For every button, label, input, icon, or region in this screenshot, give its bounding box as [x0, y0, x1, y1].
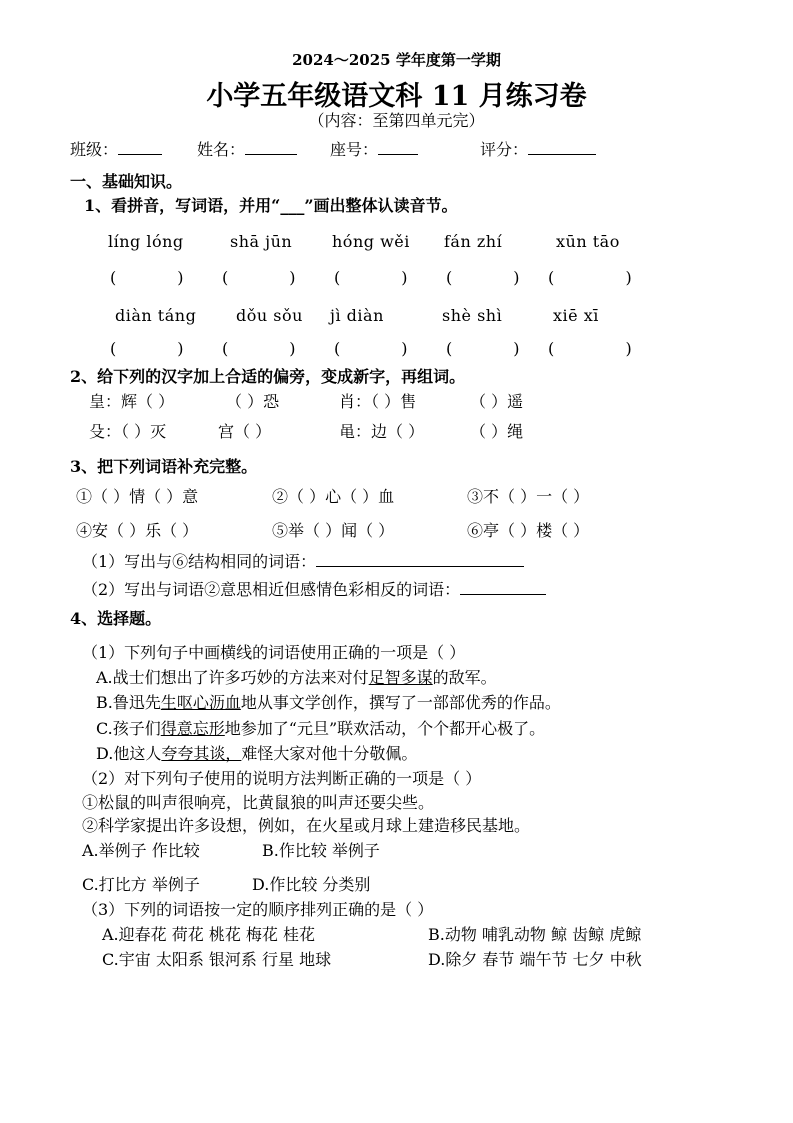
option-text: D.他这人: [96, 744, 162, 763]
q4-s3-option-c[interactable]: C.宇宙 太阳系 银河系 行星 地球: [102, 950, 332, 969]
name-field: [197, 137, 297, 160]
pinyin-item: diàn táng: [115, 306, 197, 325]
section-heading: 一、基础知识。: [70, 172, 183, 191]
page-title: 小学五年级语文科 11 月练习卷: [206, 81, 587, 112]
pinyin-item: líng lóng: [108, 232, 184, 251]
pinyin-item: dǒu sǒu: [236, 306, 303, 325]
answer-blank[interactable]: ( ): [222, 268, 296, 287]
answer-blank[interactable]: ( ): [110, 339, 184, 358]
q4-s2-option-d[interactable]: D.作比较 分类别: [252, 875, 371, 894]
option-text: B.鲁迅先: [96, 693, 161, 712]
q4-s2-option-b[interactable]: B.作比较 举例子: [262, 841, 380, 860]
score-blank[interactable]: [528, 140, 596, 155]
q4-s1-stem: （1）下列句子中画横线的词语使用正确的一项是（ ）: [82, 643, 466, 662]
idiom-item: ①（ ）情（ ）意: [76, 487, 199, 506]
q4-s3-option-d[interactable]: D.除夕 春节 端午节 七夕 中秋: [428, 950, 642, 969]
radical-item: （ ）遥: [470, 392, 524, 411]
pinyin-item: fán zhí: [444, 232, 503, 251]
pinyin-item: xūn tāo: [556, 232, 620, 251]
radical-item: 殳：（ ）灭: [89, 422, 167, 441]
pinyin-item: hóng wěi: [332, 232, 410, 251]
pinyin-item: shè shì: [442, 306, 503, 325]
seat-label: 座号：: [330, 140, 379, 159]
class-field: [70, 137, 162, 160]
option-text: C.孩子们: [96, 719, 161, 738]
pinyin-item: xiē xī: [553, 306, 599, 325]
answer-blank[interactable]: ( ): [548, 268, 632, 287]
q2-prompt: 2、给下列的汉字加上合适的偏旁，变成新字，再组词。: [70, 367, 466, 386]
seat-blank[interactable]: [378, 140, 418, 155]
idiom-item: ⑤举（ ）闻（ ）: [272, 521, 395, 540]
option-text: 地从事文学创作，撰写了一部部优秀的作品。: [240, 693, 561, 712]
scope-label: （内容：至第四单元完）: [308, 111, 485, 130]
underlined-word: 足智多谋: [368, 668, 433, 687]
radical-item: 皇：辉（ ）: [89, 392, 175, 411]
term-label: 2024～2025 学年度第一学期: [292, 51, 501, 69]
q4-s2-sentence: ①松鼠的叫声很响亮，比黄鼠狼的叫声还要尖些。: [82, 793, 435, 812]
pinyin-item: jì diàn: [330, 306, 384, 325]
q3-sub1-text: （1）写出与⑥结构相同的词语：: [82, 552, 317, 571]
name-blank[interactable]: [245, 140, 297, 155]
answer-blank[interactable]: ( ): [110, 268, 184, 287]
answer-blank[interactable]: ( ): [222, 339, 296, 358]
answer-blank[interactable]: ( ): [446, 268, 520, 287]
score-label: 评分：: [480, 140, 529, 159]
q4-s2-option-c[interactable]: C.打比方 举例子: [82, 875, 200, 894]
score-field: [480, 137, 596, 160]
q4-s2-option-a[interactable]: A.举例子 作比较: [82, 841, 200, 860]
underlined-word: 得意忘形: [160, 719, 225, 738]
underlined-word: 夸夸其谈，: [161, 744, 242, 763]
q3-sub1-blank[interactable]: [316, 552, 524, 567]
class-blank[interactable]: [118, 140, 162, 155]
q4-prompt: 4、选择题。: [70, 609, 162, 628]
q4-s3-option-b[interactable]: B.动物 哺乳动物 鲸 齿鲸 虎鲸: [428, 925, 642, 944]
q3-sub2: [82, 577, 546, 600]
radical-item: 肖：（ ）售: [339, 392, 417, 411]
option-text: 难怪大家对他十分敬佩。: [241, 744, 418, 763]
class-label: 班级：: [70, 140, 119, 159]
q3-sub2-blank[interactable]: [460, 580, 546, 595]
radical-item: （ ）恐: [226, 392, 280, 411]
idiom-item: ⑥亭（ ）楼（ ）: [467, 521, 590, 540]
idiom-item: ②（ ）心（ ）血: [272, 487, 395, 506]
q4-s2-sentence: ②科学家提出许多设想，例如，在火星或月球上建造移民基地。: [82, 816, 531, 835]
idiom-item: ④安（ ）乐（ ）: [76, 521, 199, 540]
answer-blank[interactable]: ( ): [334, 268, 408, 287]
option-text: A.战士们想出了许多巧妙的方法来对付: [96, 668, 369, 687]
option-text: 地参加了“元旦”联欢活动，个个都开心极了。: [224, 719, 546, 738]
seat-field: [330, 137, 418, 160]
underlined-word: 生呕心沥血: [160, 693, 241, 712]
radical-item: 黾：边（ ）: [339, 422, 425, 441]
name-label: 姓名：: [197, 140, 246, 159]
option-text: 的敌军。: [432, 668, 497, 687]
pinyin-item: shā jūn: [230, 232, 293, 251]
q4-s1-option-a[interactable]: [96, 665, 497, 688]
answer-blank[interactable]: ( ): [334, 339, 408, 358]
idiom-item: ③不（ ）一（ ）: [467, 487, 590, 506]
answer-blank[interactable]: ( ): [446, 339, 520, 358]
radical-item: 宫（ ）: [218, 422, 272, 441]
q3-prompt: 3、把下列词语补充完整。: [70, 457, 258, 476]
answer-blank[interactable]: ( ): [548, 339, 632, 358]
q4-s2-stem: （2）对下列句子使用的说明方法判断正确的一项是（ ）: [82, 769, 482, 788]
q4-s3-option-a[interactable]: A.迎春花 荷花 桃花 梅花 桂花: [102, 925, 315, 944]
q4-s1-option-b[interactable]: [96, 690, 561, 713]
q4-s1-option-d[interactable]: [96, 741, 417, 764]
radical-item: （ ）绳: [470, 422, 524, 441]
q4-s3-stem: （3）下列的词语按一定的顺序排列正确的是（ ）: [82, 900, 434, 919]
q1-prompt: 1、看拼音，写词语，并用“___”画出整体认读音节。: [84, 196, 458, 215]
q3-sub1: [82, 549, 524, 572]
q4-s1-option-c[interactable]: [96, 716, 545, 739]
q3-sub2-text: （2）写出与词语②意思相近但感情色彩相反的词语：: [82, 580, 461, 599]
